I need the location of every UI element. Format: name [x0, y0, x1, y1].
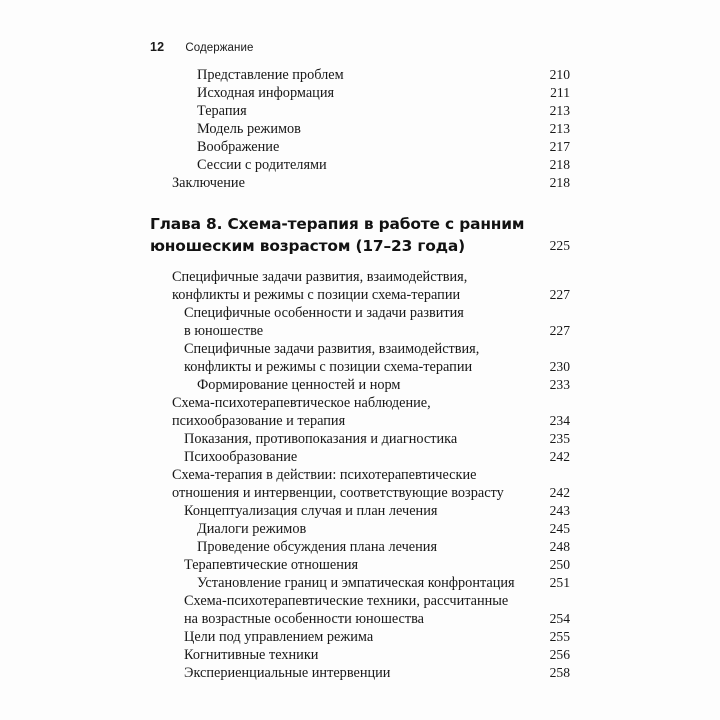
toc-entry-label: Воображение [197, 139, 280, 155]
toc-entry-page-number: 227 [549, 287, 570, 302]
toc-entry-label: Цели под управлением режима [184, 629, 374, 645]
toc-entry-label: Формирование ценностей и норм [197, 377, 401, 393]
toc-entry-page-number: 234 [549, 413, 570, 428]
toc-entry[interactable] [0, 412, 720, 430]
toc-entry-page-number: 242 [549, 485, 570, 500]
toc-entry[interactable] [0, 538, 720, 556]
toc-entry[interactable] [0, 84, 720, 102]
toc-entry[interactable] [0, 610, 720, 628]
toc-entry-page-number: 230 [549, 359, 570, 374]
toc-entry[interactable] [0, 268, 720, 286]
toc-entry[interactable] [0, 102, 720, 120]
table-of-contents [0, 66, 720, 682]
toc-entry-label: Диалоги режимов [197, 521, 307, 537]
toc-entry[interactable] [0, 66, 720, 84]
toc-entry-label: конфликты и режимы с позиции схема-терапии [172, 287, 461, 303]
toc-entry[interactable] [0, 156, 720, 174]
toc-entry-page-number: 218 [549, 157, 570, 172]
toc-entry-label: Схема-психотерапевтические техники, рассчитанные [184, 593, 509, 609]
toc-entry-page-number: 210 [549, 67, 570, 82]
toc-entry-label: Схема-психотерапевтическое наблюдение, [172, 395, 431, 411]
toc-entry[interactable] [0, 430, 720, 448]
toc-entry-label: конфликты и режимы с позиции схема-терапии [184, 359, 473, 375]
toc-entry-page-number: 218 [549, 175, 570, 190]
toc-chapter-heading[interactable] [0, 213, 720, 257]
toc-entry[interactable] [0, 120, 720, 138]
toc-entry[interactable] [0, 574, 720, 592]
toc-entry-label: Когнитивные техники [184, 647, 319, 663]
toc-entry-label: Модель режимов [197, 121, 301, 137]
toc-entry[interactable] [0, 340, 720, 358]
toc-entry-label: Представление проблем [197, 67, 344, 83]
toc-entry[interactable] [0, 138, 720, 156]
chapter-spacer-top [0, 192, 720, 213]
toc-entry-page-number: 256 [549, 647, 570, 662]
toc-entry[interactable] [0, 484, 720, 502]
chapter-heading-line-1 [0, 213, 720, 235]
toc-entry[interactable] [0, 556, 720, 574]
toc-entry-label: Концептуализация случая и план лечения [184, 503, 438, 519]
toc-entry[interactable] [0, 322, 720, 340]
toc-entry-label: Терапевтические отношения [184, 557, 359, 573]
toc-entry[interactable] [0, 646, 720, 664]
toc-group-after-chapter [0, 268, 720, 682]
toc-entry-page-number: 255 [549, 629, 570, 644]
toc-entry[interactable] [0, 358, 720, 376]
toc-entry[interactable] [0, 304, 720, 322]
toc-entry-label: Специфичные задачи развития, взаимодействия, [172, 269, 468, 285]
page-folio-number: 12 [150, 40, 165, 54]
toc-entry-label: Заключение [172, 175, 245, 191]
toc-entry-label: Показания, противопоказания и диагностика [184, 431, 458, 447]
toc-entry-page-number: 243 [549, 503, 570, 518]
toc-entry[interactable] [0, 664, 720, 682]
toc-entry-label: Терапия [197, 103, 247, 119]
toc-entry-page-number: 233 [549, 377, 570, 392]
toc-entry-label: на возрастные особенности юношества [184, 611, 425, 627]
toc-entry[interactable] [0, 448, 720, 466]
toc-entry-label: Специфичные задачи развития, взаимодействия, [184, 341, 480, 357]
toc-entry[interactable] [0, 466, 720, 484]
toc-entry-page-number: 213 [549, 103, 570, 118]
toc-entry-page-number: 251 [549, 575, 570, 590]
toc-entry-page-number: 217 [549, 139, 570, 154]
toc-entry-label: отношения и интервенции, соответствующие возрасту [172, 485, 504, 501]
chapter-spacer-bottom [0, 257, 720, 268]
toc-entry-page-number: 211 [550, 85, 570, 100]
running-head-section-title: Содержание [185, 42, 254, 54]
toc-entry-label: Схема-терапия в действии: психотерапевтические [172, 467, 477, 483]
toc-entry[interactable] [0, 394, 720, 412]
toc-entry[interactable] [0, 520, 720, 538]
toc-entry[interactable] [0, 592, 720, 610]
toc-entry-page-number: 248 [549, 539, 570, 554]
toc-entry-page-number: 227 [549, 323, 570, 338]
chapter-heading-text-line-1: Глава 8. Схема-терапия в работе с ранним [150, 215, 525, 233]
toc-entry-page-number: 242 [549, 449, 570, 464]
toc-entry[interactable] [0, 376, 720, 394]
toc-entry-label: в юношестве [184, 323, 264, 339]
running-head [150, 40, 254, 54]
toc-entry-page-number: 258 [549, 665, 570, 680]
toc-entry[interactable] [0, 286, 720, 304]
toc-entry-page-number: 250 [549, 557, 570, 572]
toc-entry-label: Проведение обсуждения плана лечения [197, 539, 438, 555]
toc-entry-label: Специфичные особенности и задачи развития [184, 305, 464, 321]
chapter-heading-line-2 [0, 235, 720, 257]
toc-entry-page-number: 213 [549, 121, 570, 136]
toc-entry[interactable] [0, 628, 720, 646]
toc-entry-label: Психообразование [184, 449, 298, 465]
chapter-heading-text-line-2: юношеским возрастом (17–23 года) [150, 237, 466, 255]
toc-entry[interactable] [0, 174, 720, 192]
toc-entry-label: психообразование и терапия [172, 413, 346, 429]
toc-entry-page-number: 254 [549, 611, 570, 626]
toc-entry-label: Установление границ и эмпатическая конфронтация [197, 575, 515, 591]
toc-entry-page-number: 235 [549, 431, 570, 446]
toc-entry[interactable] [0, 502, 720, 520]
toc-entry-page-number: 245 [549, 521, 570, 536]
toc-entry-label: Сессии с родителями [197, 157, 327, 173]
toc-group-before-chapter [0, 66, 720, 192]
toc-entry-label: Экспериенциальные интервенции [184, 665, 391, 681]
toc-entry-label: Исходная информация [197, 85, 335, 101]
chapter-page-number: 225 [549, 238, 570, 253]
